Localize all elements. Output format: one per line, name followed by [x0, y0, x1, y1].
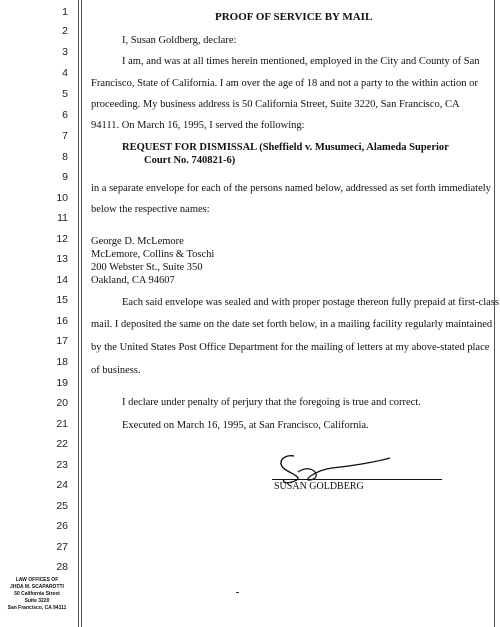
- law-firm-block: [0, 577, 74, 612]
- margin-rule-right: [494, 0, 495, 627]
- line-number: 3: [62, 46, 68, 58]
- body-line: in a separate envelope for each of the persons named below, addressed as set forth immediately: [91, 183, 491, 194]
- firm-line: San Francisco, CA 94111: [7, 605, 67, 611]
- line-number: 6: [62, 109, 68, 121]
- body-line: Francisco, State of California. I am over the age of 18 and not a party to the within action or: [91, 78, 478, 89]
- margin-rule-left: [78, 0, 79, 627]
- firm-line: LAW OFFICES OF: [15, 577, 59, 583]
- body-line: 94111. On March 16, 1995, I served the following:: [91, 120, 305, 131]
- perjury-statement: I declare under penalty of perjury that the foregoing is true and correct.: [122, 397, 421, 408]
- line-number: 12: [56, 233, 68, 245]
- line-number: 1: [62, 6, 68, 18]
- line-number: 17: [56, 335, 68, 347]
- line-number: 20: [56, 397, 68, 409]
- line-number: 27: [56, 541, 68, 553]
- firm-line: 50 California Street: [14, 591, 60, 597]
- line-number: 10: [56, 192, 68, 204]
- line-number: 14: [56, 274, 68, 286]
- line-number: 4: [62, 67, 68, 79]
- line-number: 23: [56, 459, 68, 471]
- body-line: by the United States Post Office Department for the mailing of letters at my above-stated place: [91, 342, 490, 353]
- body-line: below the respective names:: [91, 204, 210, 215]
- line-number: 15: [56, 294, 68, 306]
- line-number: 25: [56, 500, 68, 512]
- line-number: 11: [57, 212, 68, 224]
- body-line: Each said envelope was sealed and with proper postage thereon fully prepaid at first-class: [122, 297, 499, 308]
- line-number: 26: [56, 520, 68, 532]
- line-number: 28: [56, 561, 68, 573]
- line-number: 2: [62, 25, 68, 37]
- line-number: 9: [62, 171, 68, 183]
- declaration-intro: I, Susan Goldberg, declare:: [122, 35, 237, 46]
- line-number: 8: [62, 151, 68, 163]
- execution-statement: Executed on March 16, 1995, at San Francisco, California.: [122, 420, 369, 431]
- firm-name: JHDA M. SCAPAROTTI: [10, 584, 64, 590]
- document-title: PROOF OF SERVICE BY MAIL: [215, 11, 373, 23]
- line-number: 7: [62, 130, 68, 142]
- request-line: REQUEST FOR DISMISSAL (Sheffield v. Musumeci, Alameda Superior: [122, 142, 449, 153]
- body-line: mail. I deposited the same on the date set forth below, in a mailing facility regularly maintained: [91, 319, 493, 330]
- signatory-name: SUSAN GOLDBERG: [274, 481, 364, 492]
- address-line: McLemore, Collins & Toschi: [91, 249, 215, 260]
- line-number: 22: [56, 438, 68, 450]
- line-number: 19: [56, 377, 68, 389]
- line-number: 5: [62, 88, 68, 100]
- line-number: 21: [56, 418, 68, 430]
- request-line: Court No. 740821-6): [144, 155, 236, 166]
- body-line: I am, and was at all times herein mentioned, employed in the City and County of San: [122, 56, 480, 67]
- line-number: 16: [56, 315, 68, 327]
- line-number: 13: [56, 253, 68, 265]
- address-line: Oakland, CA 94607: [91, 275, 175, 286]
- address-line: 200 Webster St., Suite 350: [91, 262, 203, 273]
- firm-line: Suite 3220: [24, 598, 50, 604]
- body-line: proceeding. My business address is 50 California Street, Suite 3220, San Francisco, CA: [91, 99, 460, 110]
- signature-line: [272, 479, 442, 480]
- stray-mark: [236, 592, 239, 593]
- margin-rule-left-inner: [81, 0, 82, 627]
- line-number: 24: [56, 479, 68, 491]
- address-line: George D. McLemore: [91, 236, 184, 247]
- body-line: of business.: [91, 365, 141, 376]
- line-number: 18: [56, 356, 68, 368]
